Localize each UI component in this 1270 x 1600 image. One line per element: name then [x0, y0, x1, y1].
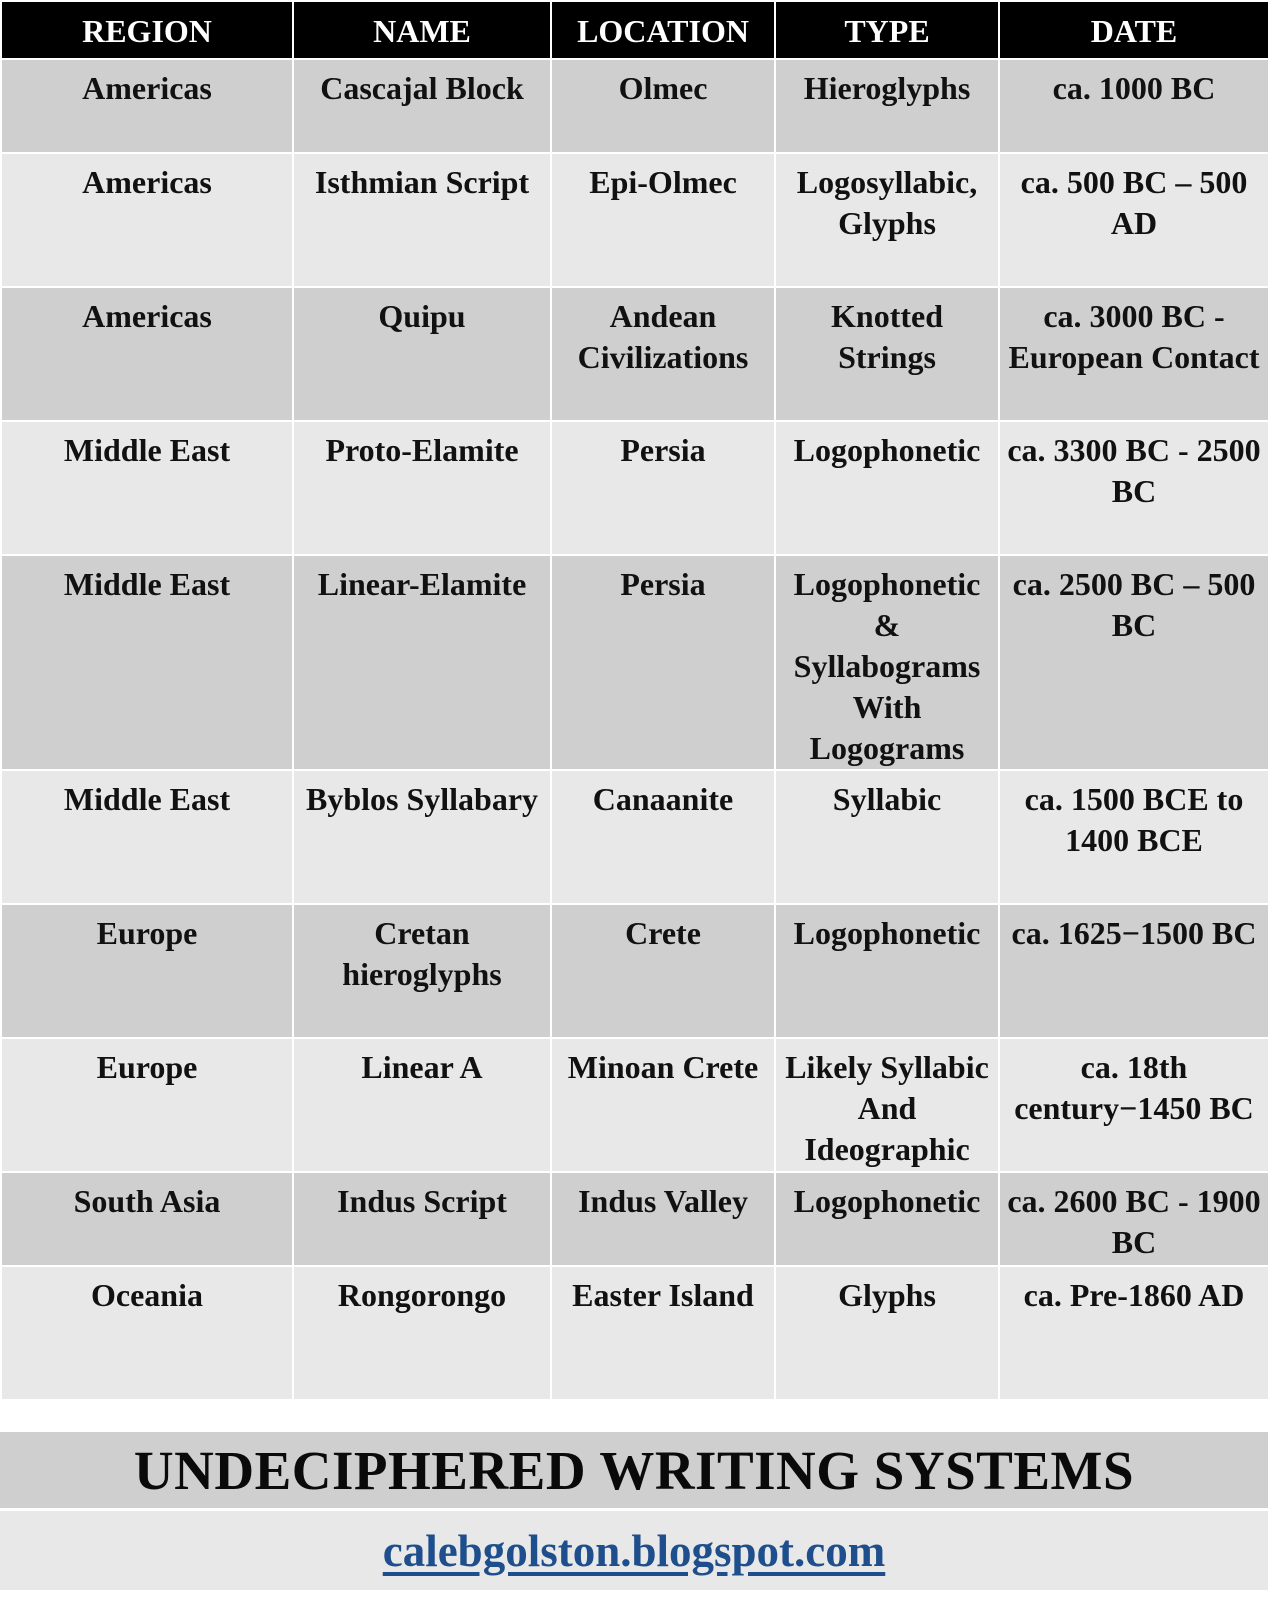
table-row — [1, 555, 1269, 770]
header-date: DATE — [999, 1, 1269, 59]
cell-location: Andean Civilizations — [551, 287, 775, 421]
cell-name: Cretan hieroglyphs — [293, 904, 551, 1038]
cell-name: Isthmian Script — [293, 153, 551, 287]
cell-date: ca. 1500 BCE to 1400 BCE — [999, 770, 1269, 904]
cell-region: South Asia — [1, 1172, 293, 1266]
header-region: REGION — [1, 1, 293, 59]
table-row — [1, 287, 1269, 421]
header-location: LOCATION — [551, 1, 775, 59]
cell-region: Europe — [1, 1038, 293, 1172]
table-row — [1, 770, 1269, 904]
table-row — [1, 153, 1269, 287]
cell-name: Linear-Elamite — [293, 555, 551, 770]
cell-type: Logophonetic — [775, 1172, 999, 1266]
blog-link[interactable]: calebgolston.blogspot.com — [382, 1525, 886, 1576]
cell-region: Americas — [1, 59, 293, 153]
table-row — [1, 1266, 1269, 1400]
link-band — [0, 1511, 1268, 1590]
cell-name: Indus Script — [293, 1172, 551, 1266]
cell-region: Middle East — [1, 770, 293, 904]
cell-region: Americas — [1, 287, 293, 421]
cell-date: ca. 3000 BC - European Contact — [999, 287, 1269, 421]
cell-date: ca. 3300 BC - 2500 BC — [999, 421, 1269, 555]
cell-location: Crete — [551, 904, 775, 1038]
cell-date: ca. 500 BC – 500 AD — [999, 153, 1269, 287]
cell-type: Logosyllabic, Glyphs — [775, 153, 999, 287]
cell-name: Rongorongo — [293, 1266, 551, 1400]
cell-type: Knotted Strings — [775, 287, 999, 421]
cell-type: Syllabic — [775, 770, 999, 904]
header-row — [1, 1, 1269, 59]
header-type: TYPE — [775, 1, 999, 59]
cell-date: ca. 1625−1500 BC — [999, 904, 1269, 1038]
cell-name: Linear A — [293, 1038, 551, 1172]
table-row — [1, 1038, 1269, 1172]
cell-region: Oceania — [1, 1266, 293, 1400]
cell-date: ca. 1000 BC — [999, 59, 1269, 153]
cell-location: Minoan Crete — [551, 1038, 775, 1172]
cell-region: Europe — [1, 904, 293, 1038]
cell-date: ca. 2500 BC – 500 BC — [999, 555, 1269, 770]
cell-region: Middle East — [1, 421, 293, 555]
cell-type: Logophonetic — [775, 421, 999, 555]
page-title: UNDECIPHERED WRITING SYSTEMS — [0, 1432, 1268, 1508]
cell-name: Byblos Syllabary — [293, 770, 551, 904]
cell-date: ca. 18th century−1450 BC — [999, 1038, 1269, 1172]
cell-location: Epi-Olmec — [551, 153, 775, 287]
cell-region: Americas — [1, 153, 293, 287]
cell-location: Canaanite — [551, 770, 775, 904]
header-name: NAME — [293, 1, 551, 59]
cell-location: Easter Island — [551, 1266, 775, 1400]
cell-name: Proto-Elamite — [293, 421, 551, 555]
cell-location: Persia — [551, 555, 775, 770]
table-body — [1, 59, 1269, 1400]
table-row — [1, 904, 1269, 1038]
cell-type: Hieroglyphs — [775, 59, 999, 153]
table-row — [1, 1172, 1269, 1266]
cell-location: Indus Valley — [551, 1172, 775, 1266]
cell-name: Quipu — [293, 287, 551, 421]
cell-type: Glyphs — [775, 1266, 999, 1400]
cell-location: Persia — [551, 421, 775, 555]
table-row — [1, 421, 1269, 555]
cell-type: Likely Syllabic And Ideographic — [775, 1038, 999, 1172]
cell-date: ca. 2600 BC - 1900 BC — [999, 1172, 1269, 1266]
cell-type: Logophonetic — [775, 904, 999, 1038]
table-row — [1, 59, 1269, 153]
cell-type: Logophonetic & Syllabograms With Logograms — [775, 555, 999, 770]
cell-location: Olmec — [551, 59, 775, 153]
cell-date: ca. Pre-1860 AD — [999, 1266, 1269, 1400]
cell-region: Middle East — [1, 555, 293, 770]
cell-name: Cascajal Block — [293, 59, 551, 153]
